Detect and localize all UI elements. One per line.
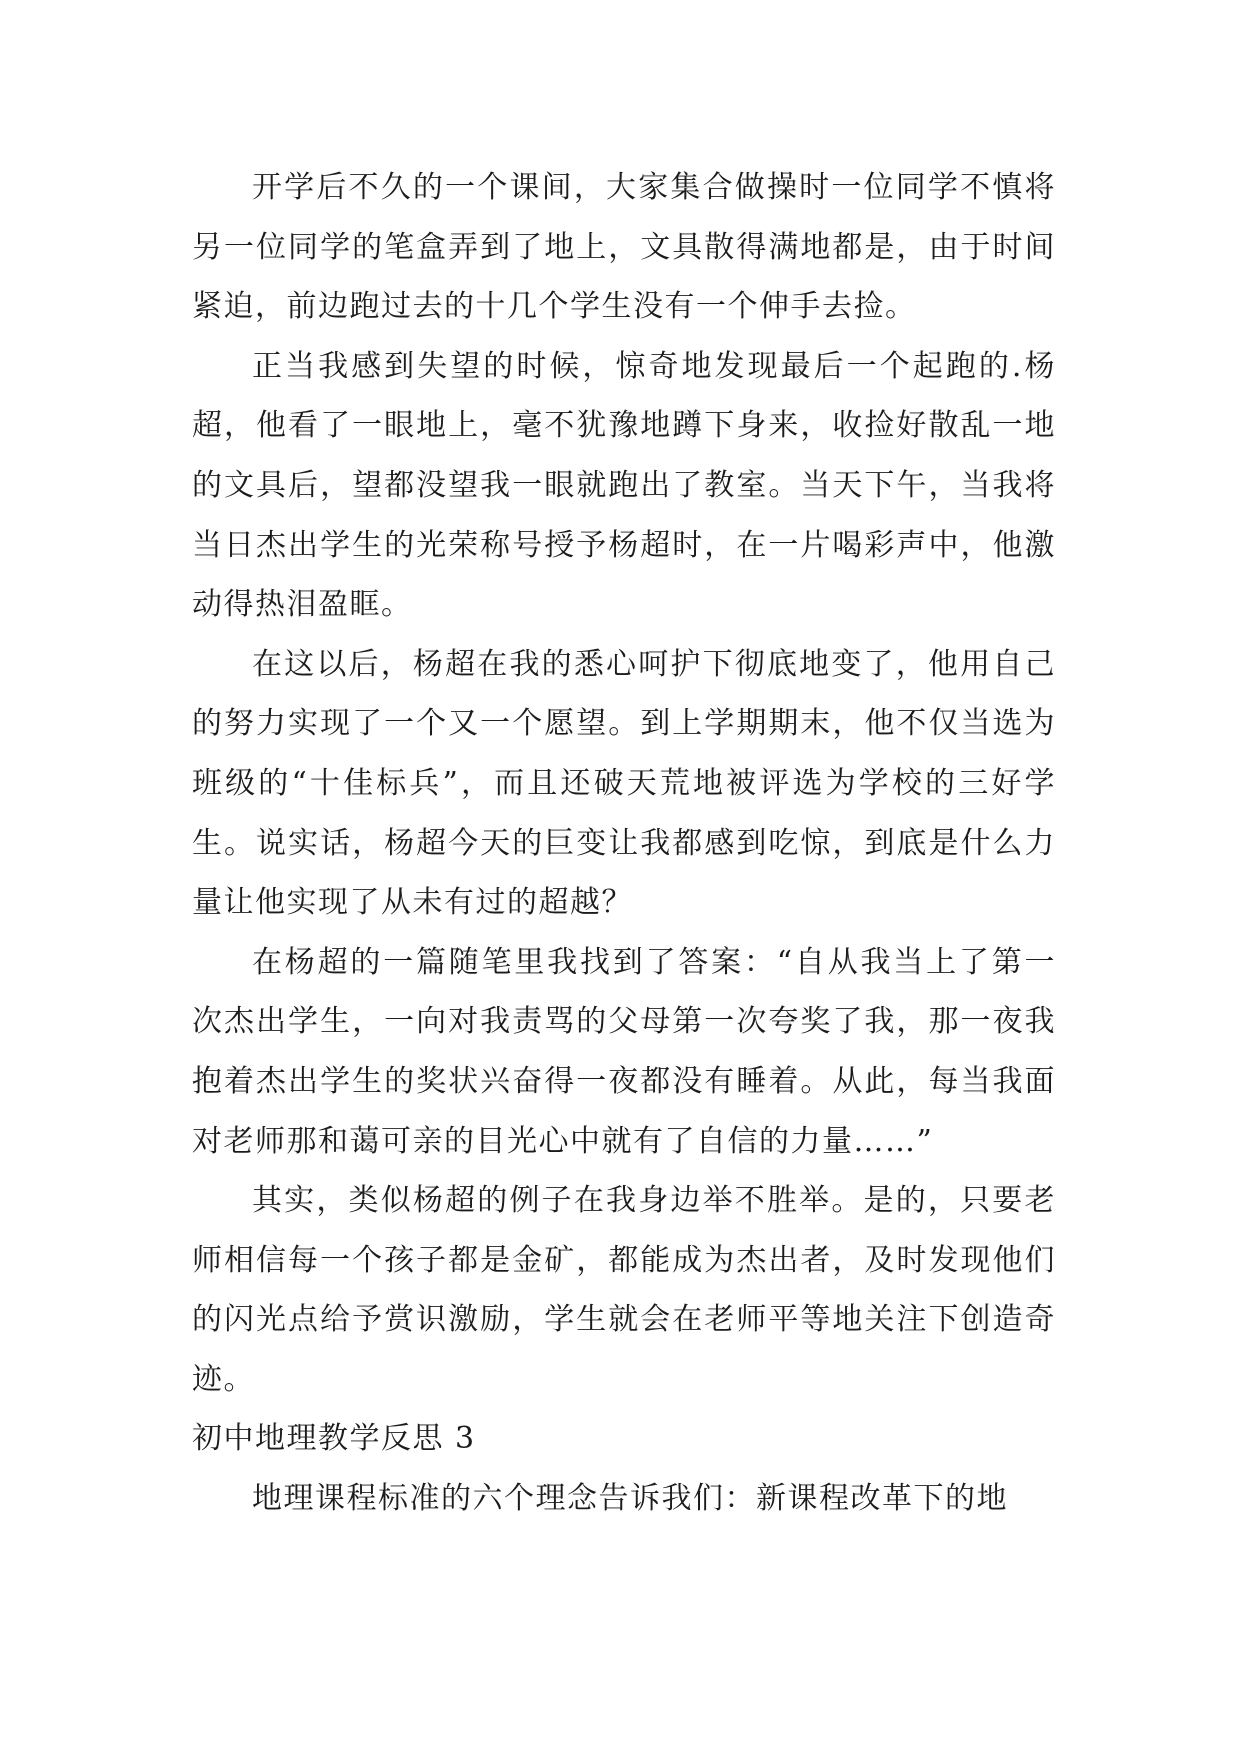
- paragraph-2: 正当我感到失望的时候，惊奇地发现最后一个起跑的.杨超，他看了一眼地上，毫不犹豫地蹲下身来，收捡好散乱一地的文具后，望都没望我一眼就跑出了教室。当天下午，当我将当日杰出学生的光荣称号授予杨超时，在一片喝彩声中，他激动得热泪盈眶。: [192, 348, 1056, 623]
- paragraph-6: 地理课程标准的六个理念告诉我们：新课程改革下的地: [252, 1481, 1008, 1517]
- paragraph-3: 在这以后，杨超在我的悉心呵护下彻底地变了，他用自己的努力实现了一个又一个愿望。到上学期期末，他不仅当选为班级的“十佳标兵”，而且还破天荒地被评选为学校的三好学生。说实话，杨超今天的巨变让我都感到吃惊，到底是什么力量让他实现了从未有过的超越？: [192, 646, 1056, 921]
- paragraph-5: 其实，类似杨超的例子在我身边举不胜举。是的，只要老师相信每一个孩子都是金矿，都能成为杰出者，及时发现他们的闪光点给予赏识激励，学生就会在老师平等地关注下创造奇迹。: [192, 1183, 1056, 1397]
- paragraph-4: 在杨超的一篇随笔里我找到了答案：“自从我当上了第一次杰出学生，一向对我责骂的父母第一次夸奖了我，那一夜我抱着杰出学生的奖状兴奋得一夜都没有睡着。从此，每当我面对老师那和蔼可亲的目光心中就有了自信的力量……”: [192, 944, 1056, 1159]
- document-body: [192, 158, 1056, 1529]
- paragraph-1: 开学后不久的一个课间，大家集合做操时一位同学不慎将另一位同学的笔盒弄到了地上，文具散得满地都是，由于时间紧迫，前边跑过去的十几个学生没有一个伸手去捡。: [192, 170, 1056, 325]
- section-heading: 初中地理教学反思 3: [192, 1421, 476, 1457]
